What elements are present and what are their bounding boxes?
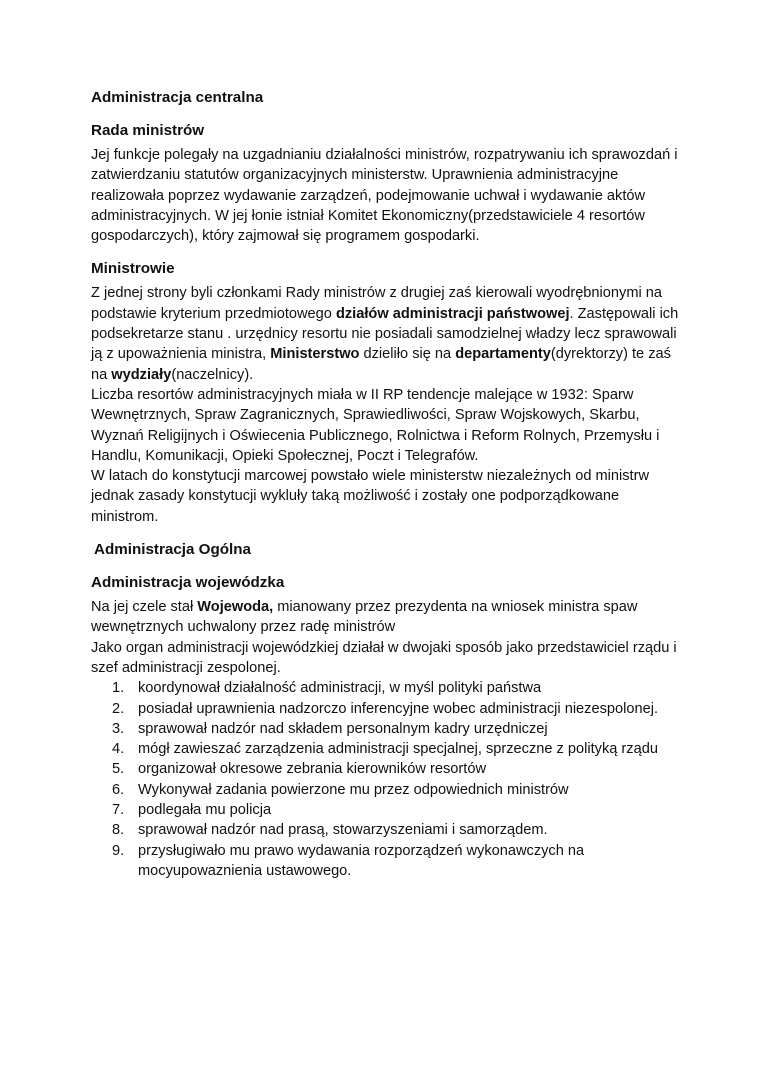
list-item: 5. organizował okresowe zebrania kierowników resortów [112,761,486,778]
bold-wydzialy: wydziały [111,366,172,383]
list-item: 2. posiadał uprawnienia nadzorczo inferencyjne wobec administracji niezespolonej. [112,700,659,717]
bold-wojewoda: Wojewoda, [197,599,274,616]
ministrowie-paragraph-2: Liczba resortów administracyjnych miała w II RP tendencje malejące w 1932: Sparw Wewnętrznych, Spraw Zagranicznych, Sprawiedliwości, Spraw Wojskowych, Skarbu, Wyznań Religijnych i Oświecenia Publicznego, Rolnictwa i Reform Rolnych, Przemysłu i Handlu, Komunikacji, Opieki Społecznej, Poczt i Telegrafów. [91,386,660,464]
list-item: 9. przysługiwało mu prawo wydawania rozporządzeń wykonawczych na mocyupowaznienia ustawowego. [112,842,585,879]
list-item: 7. podlegała mu policja [112,802,272,819]
document-body [91,88,681,881]
rada-heading: Rada ministrów [91,122,205,139]
bold-departamenty: departamenty [455,346,551,363]
bold-ministerstwo: Ministerstwo [270,346,360,363]
list-item: 8. sprawował nadzór nad prasą, stowarzyszeniami i samorządem. [112,822,548,839]
wojewodzka-heading: Administracja wojewódzka [91,574,285,592]
ministrowie-paragraph-3: W latach do konstytucji marcowej powstało wiele ministerstw niezależnych od ministrw jednak zasady konstytucji wykluły taką możliwość i zostały one podporządkowane ministrom. [91,468,650,525]
ogolna-heading: Administracja Ogólna [94,541,251,559]
doc-title: Administracja centralna [91,89,264,106]
ministrowie-paragraph-1: Z jednej strony byli członkami Rady ministrów z drugiej zaś kierowali wyodrębnionymi na podstawie kryterium przedmiotowego działów administracji państwowej. Zastępowali ich podsekretarze stanu . urzędnicy resortu nie posiadali samodzielnej władzy lecz sprawowali ją z upoważnienia ministra, Ministerstwo dzieliło się na departamenty(dyrektorzy) te zaś na wydziały(naczelnicy). [91,285,679,383]
list-item: 6. Wykonywał zadania powierzone mu przez odpowiednich ministrów [112,781,569,798]
list-item: 3. sprawował nadzór nad składem personalnym kadry urzędniczej [112,720,548,737]
ministrowie-heading: Ministrowie [91,260,175,278]
wojewodzka-paragraph-2: Jako organ administracji wojewódzkiej działał w dwojaki sposób jako przedstawiciel rządu i szef administracji zespolonej. [91,639,677,676]
bold-dzialy: działów administracji państwowej [335,305,570,322]
rada-paragraph: Jej funkcje polegały na uzgadnianiu działalności ministrów, rozpatrywaniu ich sprawozdań i zatwierdzaniu statutów organizacyjnych ministerstw. Uprawnienia administracyjne realizowała poprzez wydawanie zarządzeń, podejmowanie uchwał i wydawanie aktów administracyjnych. W jej łonie istniał Komitet Ekonomiczny(przedstawiciele 4 resortów gospodarczych), który zajmował się programem gospodarki. [91,147,678,245]
list-item: 4. mógł zawieszać zarządzenia administracji specjalnej, sprzeczne z polityką rządu [112,741,658,758]
wojewoda-powers-list [91,678,681,881]
wojewodzka-paragraph-1: Na jej czele stał Wojewoda, mianowany przez prezydenta na wniosek ministra spaw wewnętrznych uchwalony przez radę ministrów [91,599,638,636]
list-item: 1. koordynował działalność administracji, w myśl polityki państwa [112,680,542,697]
